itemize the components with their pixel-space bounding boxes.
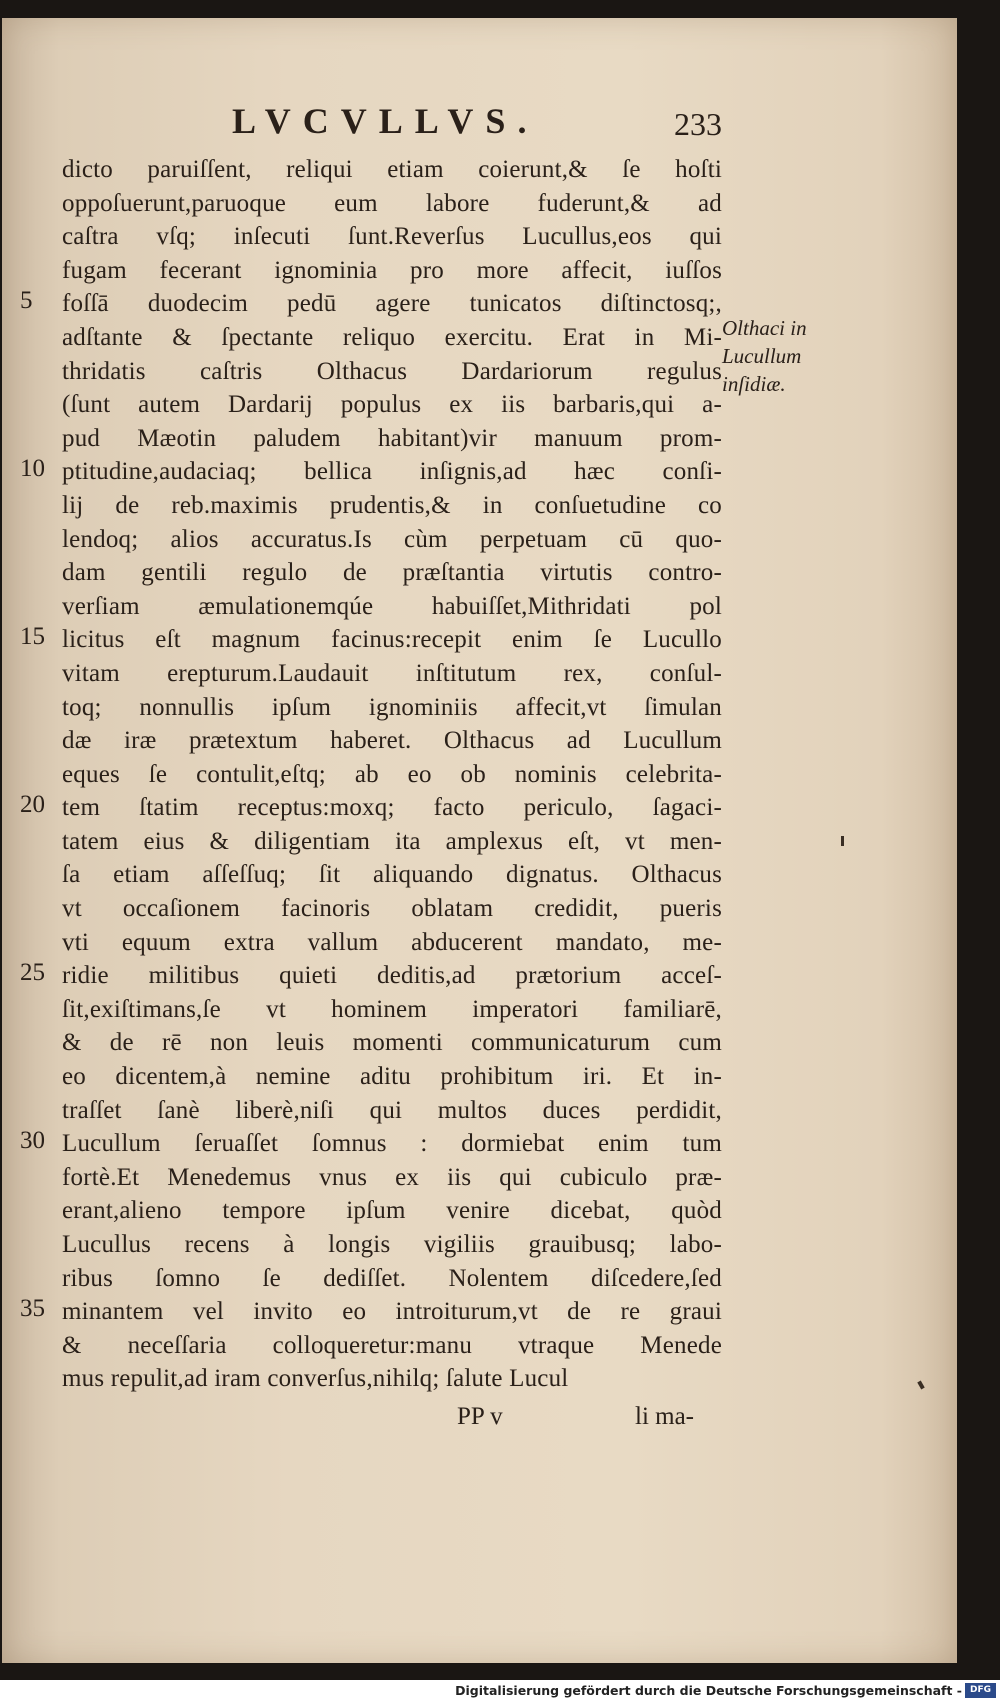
line-number-15: 15 (20, 623, 45, 650)
text-line: erant,alieno tempore ipſum venire dicebat, quòd (62, 1197, 722, 1225)
line-number-10: 10 (20, 455, 45, 482)
text-line: ſa etiam aſſeſſuq; ſit aliquando dignatus. Olthacus (62, 861, 722, 889)
book-page (2, 18, 957, 1663)
text-line: eo dicentem,à nemine aditu prohibitum iri. Et in- (62, 1063, 722, 1091)
ink-speck (841, 836, 844, 846)
text-line: eques ſe contulit,eſtq; ab eo ob nominis celebrita- (62, 760, 722, 788)
text-line: licitus eſt magnum facinus:recepit enim ſe Lucullo (62, 626, 722, 654)
footer-bar (0, 1680, 1000, 1703)
text-line: vitam erepturum.Laudauit inſtitutum rex, conſul- (62, 659, 722, 687)
text-line: tem ſtatim receptus:moxq; facto periculo, ſagaci- (62, 794, 722, 822)
text-line: thridatis caſtris Olthacus Dardariorum regulus (62, 357, 722, 385)
text-line: lij de reb.maximis prudentis,& in conſuetudine co (62, 491, 722, 519)
margin-note-line: inſidiæ. (722, 372, 786, 396)
text-line: dicto paruiſſent, reliqui etiam coierunt,& ſe hoſti (62, 156, 722, 183)
text-line: foſſā duodecim pedū agere tunicatos diſtinctosq;, (62, 290, 722, 318)
text-line: mus repulit,ad iram converſus,nihilq; ſalute Lucul (62, 1365, 569, 1393)
text-line: ridie militibus quieti deditis,ad prætorium acceſ- (62, 962, 722, 990)
text-line: toq; nonnullis ipſum ignominiis affecit,vt ſimulan (62, 693, 722, 721)
line-number-30: 30 (20, 1127, 45, 1154)
line-number-20: 20 (20, 791, 45, 818)
text-line: ptitudine,audaciaq; bellica inſignis,ad hæc conſi- (62, 458, 722, 486)
line-number-25: 25 (20, 959, 45, 986)
signature-mark: PP v (457, 1403, 503, 1430)
text-line: fortè.Et Menedemus vnus ex iis qui cubiculo præ- (62, 1163, 722, 1191)
text-line: (ſunt autem Dardarij populus ex iis barbaris,qui a- (62, 391, 722, 419)
text-line: & neceſſaria colloqueretur:manu vtraque Menede (62, 1331, 722, 1359)
body-text (20, 153, 722, 1396)
margin-note-line: Lucullum (722, 344, 802, 368)
text-line: caſtra vſq; inſecuti ſunt.Reverſus Lucullus,eos qui (62, 223, 722, 251)
text-line: dam gentili regulo de præſtantia virtutis contro- (62, 559, 722, 587)
ink-speck (917, 1381, 924, 1390)
text-line: ribus ſomno ſe dediſſet. Nolentem diſcedere,ſed (62, 1264, 722, 1292)
text-line: Lucullus recens à longis vigiliis grauibusq; labo- (62, 1231, 722, 1258)
text-line: vt occaſionem facinoris oblatam credidit, pueris (62, 895, 722, 923)
text-line: & de rē non leuis momenti communicaturum cum (62, 1029, 722, 1057)
text-line: lendoq; alios accuratus.Is cùm perpetuam cū quo- (62, 525, 722, 553)
text-line: oppoſuerunt,paruoque eum labore fuderunt,& ad (62, 189, 722, 217)
line-number-35: 35 (20, 1295, 45, 1322)
funding-credit: Digitalisierung gefördert durch die Deutsche Forschungsgemeinschaft - (455, 1683, 962, 1698)
text-line: tatem eius & diligentiam ita amplexus eſt, vt men- (62, 827, 722, 855)
dfg-logo-icon: DFG (965, 1683, 996, 1698)
text-line: minantem vel invito eo introiturum,vt de re graui (62, 1298, 722, 1326)
line-number-5: 5 (20, 287, 33, 314)
text-line: ſit,exiſtimans,ſe vt hominem imperatori familiarē, (62, 995, 722, 1023)
text-line: fugam fecerant ignominia pro more affecit, iuſſos (62, 256, 722, 284)
text-line: adſtante & ſpectante reliquo exercitu. Erat in Mi- (62, 323, 722, 351)
page-number: 233 (674, 106, 722, 142)
text-line: traſſet ſanè liberè,niſi qui multos duces perdidit, (62, 1096, 722, 1124)
text-line: vti equum extra vallum abducerent mandato, me- (62, 928, 722, 956)
margin-note-line: Olthaci in (722, 316, 807, 340)
catchword: li ma- (635, 1403, 695, 1430)
text-line: dæ iræ prætextum haberet. Olthacus ad Lucullum (62, 727, 722, 755)
running-head: LVCVLLVS. (232, 101, 539, 141)
text-line: verſiam æmulationemqúe habuiſſet,Mithridati pol (62, 592, 722, 620)
text-line: pud Mæotin paludem habitant)vir manuum prom- (62, 424, 722, 452)
text-line: Lucullum ſeruaſſet ſomnus : dormiebat enim tum (62, 1130, 722, 1158)
margin-note (722, 314, 842, 398)
